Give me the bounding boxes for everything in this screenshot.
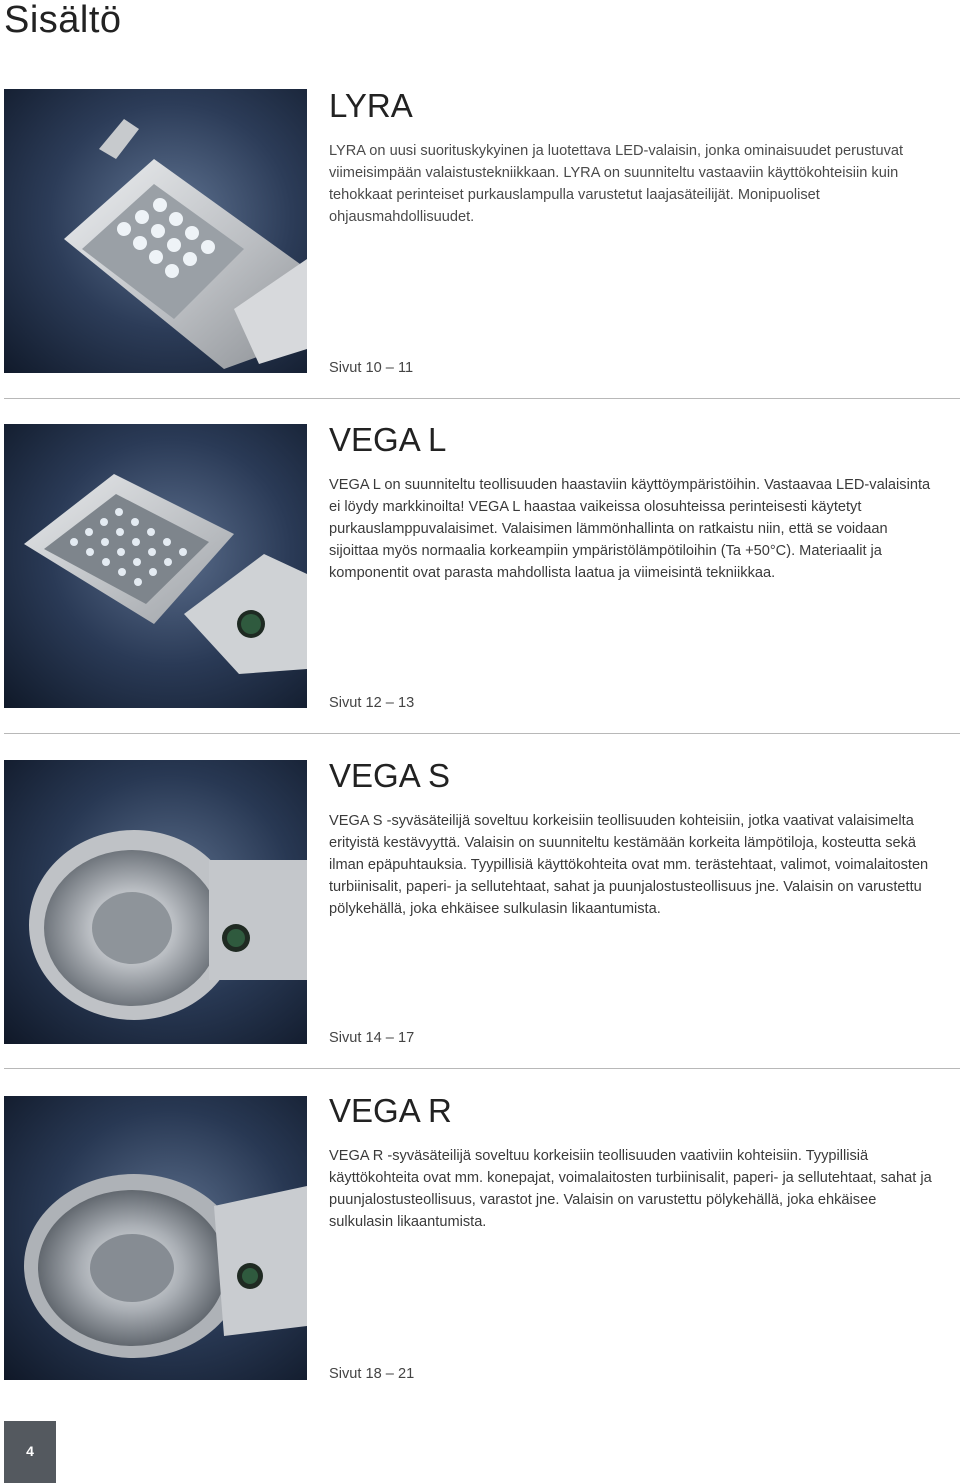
section-divider (4, 733, 960, 734)
section-pages-vega-l: Sivut 12 – 13 (329, 695, 415, 711)
section-divider (4, 1068, 960, 1069)
section-title-lyra: LYRA (329, 87, 413, 124)
vega-r-product-image (4, 1096, 307, 1380)
page-number-box (4, 1421, 56, 1483)
vega-s-product-image (4, 760, 307, 1044)
page-number: 4 (26, 1443, 34, 1459)
section-divider (4, 398, 960, 399)
section-title-vega-r: VEGA R (329, 1092, 452, 1129)
vega-l-product-image (4, 424, 307, 708)
section-title-vega-s: VEGA S (329, 757, 451, 794)
section-description-vega-r: VEGA R -syväsäteilijä soveltuu korkeisiin teollisuuden vaativiin kohteisiin. Tyypillisiä käyttökohteita ovat mm. konepajat, voimalaitosten turbiinisalit, paperi- ja sellutehtaat, sahat ja puunjalostusteollisuus, varastot jne. Valaisin on varustettu pölykehällä, joka ehkäisee sulkulasin likaantumista. (329, 1148, 932, 1230)
section-pages-vega-r: Sivut 18 – 21 (329, 1366, 415, 1382)
section-description-lyra: LYRA on uusi suorituskykyinen ja luotettava LED-valaisin, jonka ominaisuudet perustuvat viimeisimpään valaistustekniikkaan. LYRA on suunniteltu vastaaviin käyttökohteisiin kuin tehokkaat perinteiset purkauslampulla varustetut laajasäteilijät. Monipuoliset ohjausmahdollisuudet. (329, 143, 904, 225)
section-description-vega-l: VEGA L on suunniteltu teollisuuden haastaviin käyttöympäristöihin. Vastaavaa LED-valaisinta ei löydy markkinoilta! VEGA L haastaa vaikeissa olosuhteissa perinteisesti käytetyt purkauslamppuvalaisimet. Valaisimen lämmönhallinta on ratkaistu niin, että se voidaan sijoittaa myös normaalia korkeampiin ympäristölämpötiloihin (Ta +50°C). Materiaalit ja komponentit ovat parasta mahdollista laatua ja viimeisintä tekniikkaa. (329, 477, 931, 581)
section-title-vega-l: VEGA L (329, 421, 447, 458)
section-pages-vega-s: Sivut 14 – 17 (329, 1030, 415, 1046)
lyra-product-image (4, 89, 307, 373)
section-description-vega-s: VEGA S -syväsäteilijä soveltuu korkeisiin teollisuuden kohteisiin, jotka vaativat valaisimelta erityistä kestävyyttä. Valaisin on suunniteltu kestämään korkeita lämpötiloja, kosteutta sekä ilman epäpuhtauksia. Tyypillisiä käyttökohteita ovat mm. terästehtaat, valimot, voimalaitosten turbiinisalit, paperi- ja sellutehtaat, sahat ja puunjalostusteollisuus jne. Valaisin on varustettu pölykehällä, joka ehkäisee sulkulasin likaantumista. (329, 813, 929, 917)
page-title: Sisältö (4, 0, 122, 41)
section-pages-lyra: Sivut 10 – 11 (329, 360, 414, 376)
